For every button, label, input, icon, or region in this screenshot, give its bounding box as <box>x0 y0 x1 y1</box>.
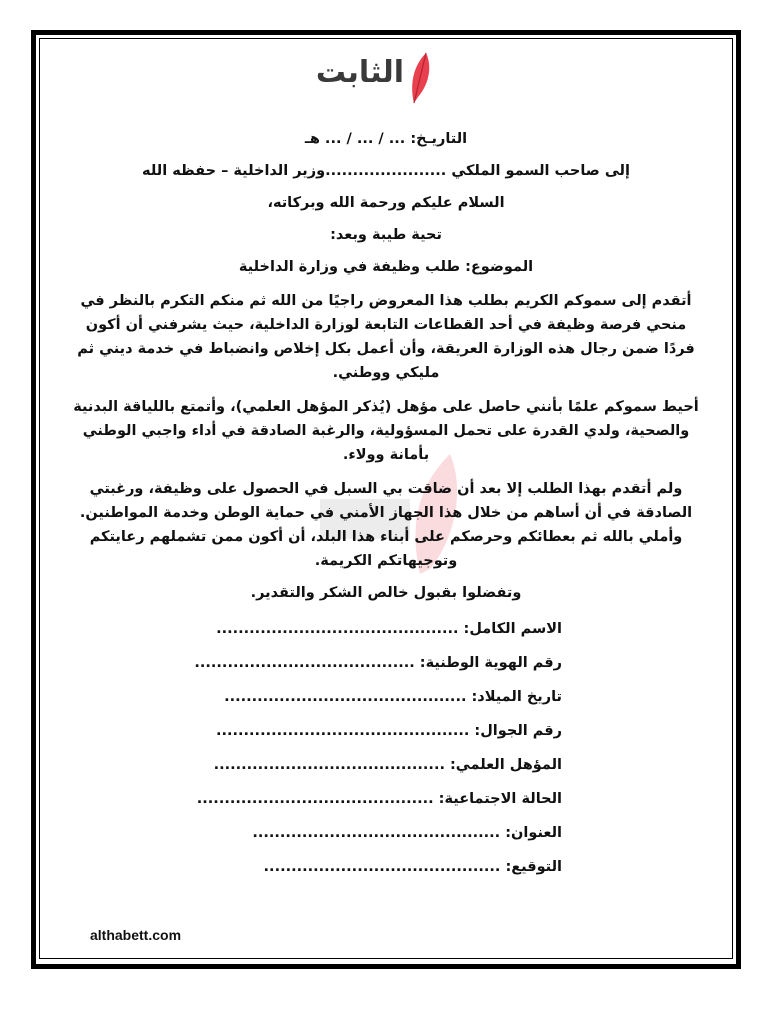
body-paragraph-3: ولم أتقدم بهذا الطلب إلا بعد أن ضاقت بي السبل في الحصول على وظيفة، ورغبتي الصادقة في أن أساهم من خلال هذا الجهاز الأمني في حماية الوطن وخدمة المواطنين. وأملي بالله ثم بعطائكم وحرصكم على أبناء هذا البلد، أن أكون ممن تشملهم رعايتكم وتوجيهاتكم الكريمة. <box>79 481 693 569</box>
salutation-line: تحية طيبة وبعد: <box>330 227 442 243</box>
field-address: العنوان: ............................................. <box>252 825 562 841</box>
field-marital-status: الحالة الاجتماعية: ........................................... <box>196 791 562 807</box>
applicant-fields <box>60 619 712 891</box>
logo <box>315 47 446 107</box>
body-paragraph-2: أحيط سموكم علمًا بأنني حاصل على مؤهل (يُذكر المؤهل العلمي)، وأتمتع باللياقة البدنية والصحية، ولدي القدرة على تحمل المسؤولية، والرغبة الصادقة في أداء واجبي الوطني بأمانة وولاء. <box>73 399 699 463</box>
field-birth-date: تاريخ الميلاد: ............................................ <box>224 689 562 705</box>
page-border-inner <box>39 38 733 959</box>
date-line: التاريـخ: ... / ... / ... هـ <box>304 131 468 147</box>
field-mobile: رقم الجوال: .............................................. <box>216 723 562 739</box>
subject-line: الموضوع: طلب وظيفة في وزارة الداخلية <box>238 259 534 275</box>
spacer <box>60 891 712 926</box>
addressee-line: إلى صاحب السمو الملكي ......................وزير الداخلية – حفظه الله <box>142 163 630 179</box>
field-signature: التوقيع: ........................................... <box>263 859 562 875</box>
field-full-name: الاسم الكامل: ............................................ <box>216 621 562 637</box>
field-qualification: المؤهل العلمي: .......................................... <box>213 757 562 773</box>
page-border-outer <box>31 30 741 969</box>
closing-line: وتفضلوا بقبول خالص الشكر والتقدير. <box>250 585 522 601</box>
body-paragraph-1: أتقدم إلى سموكم الكريم بطلب هذا المعروض راجيًا من الله ثم منكم التكرم بالنظر في منحي فرصة وظيفة في أحد القطاعات التابعة لوزارة الداخلية، حيث يشرفني أن أكون فردًا ضمن رجال هذه الوزارة العريقة، وأن أعمل بكل إخلاص وانضباط في خدمة ديني ثم مليكي ووطني. <box>77 293 695 381</box>
logo-text: الثابت <box>315 55 404 90</box>
footer-website: althabett.com <box>90 927 182 943</box>
field-national-id: رقم الهوية الوطنية: ........................................ <box>194 655 562 671</box>
greeting-line: السلام عليكم ورحمة الله وبركاته، <box>267 195 505 211</box>
